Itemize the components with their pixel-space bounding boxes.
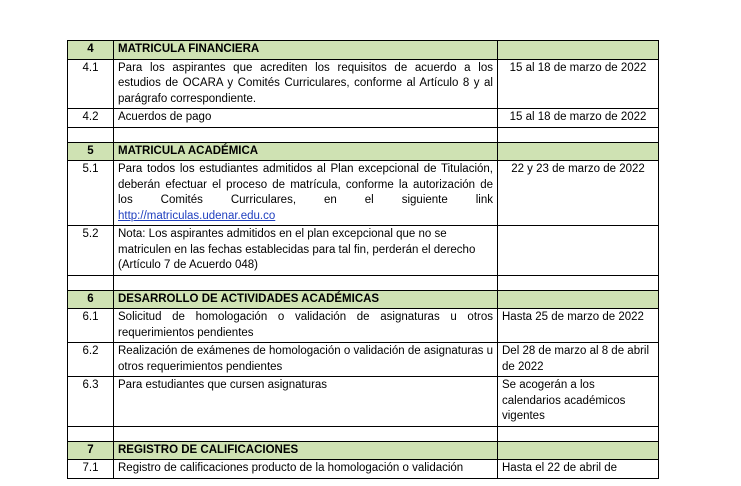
row-description: Para los aspirantes que acrediten los requisitos de acuerdo a los estudios de OCARA y Comités Curriculares, conforme al Artículo 8 y al parágrafo correspondiente.: [114, 59, 498, 109]
section-number: 7: [68, 441, 114, 460]
section-number: 4: [68, 41, 114, 60]
table-row: [68, 226, 659, 276]
row-date: 15 al 18 de marzo de 2022: [498, 59, 659, 109]
section-header-5: [68, 142, 659, 161]
section-number: 6: [68, 290, 114, 309]
row-description: Para estudiantes que cursen asignaturas: [114, 377, 498, 427]
table-row: [68, 161, 659, 226]
section-number: 5: [68, 142, 114, 161]
row-date: Se acogerán a los calendarios académicos vigentes: [498, 377, 659, 427]
row-date: Del 28 de marzo al 8 de abril de 2022: [498, 343, 659, 377]
row-number: 4.1: [68, 59, 114, 109]
row-date: 22 y 23 de marzo de 2022: [498, 161, 659, 226]
matriculas-link[interactable]: http://matriculas.udenar.edu.co: [118, 209, 276, 222]
row-number: 6.1: [68, 309, 114, 343]
row-description: Realización de exámenes de homologación o validación de asignaturas u otros requerimientos pendientes: [114, 343, 498, 377]
row-date: 15 al 18 de marzo de 2022: [498, 109, 659, 128]
table-row: [68, 309, 659, 343]
row-number: 5.1: [68, 161, 114, 226]
spacer-row: [68, 426, 659, 441]
spacer-row: [68, 127, 659, 142]
section-title: MATRICULA FINANCIERA: [114, 41, 498, 60]
row-date: Hasta el 22 de abril de: [498, 460, 659, 479]
spacer-row: [68, 275, 659, 290]
table-row: [68, 343, 659, 377]
table-row: [68, 59, 659, 109]
row-date: [498, 226, 659, 276]
schedule-table: [67, 40, 659, 479]
row-description: Acuerdos de pago: [114, 109, 498, 128]
section-header-4: [68, 41, 659, 60]
row-description: Nota: Los aspirantes admitidos en el plan excepcional que no se matriculen en las fechas establecidas para tal fin, perderán el derecho (Artículo 7 de Acuerdo 048): [114, 226, 498, 276]
section-header-6: [68, 290, 659, 309]
table-row: [68, 460, 659, 479]
section-title: REGISTRO DE CALIFICACIONES: [114, 441, 498, 460]
row-number: 4.2: [68, 109, 114, 128]
section-title: MATRICULA ACADÉMICA: [114, 142, 498, 161]
table-row: [68, 109, 659, 128]
row-number: 5.2: [68, 226, 114, 276]
row-number: 6.3: [68, 377, 114, 427]
row-number: 6.2: [68, 343, 114, 377]
table-row: [68, 377, 659, 427]
section-title: DESARROLLO DE ACTIVIDADES ACADÉMICAS: [114, 290, 498, 309]
row-description: Solicitud de homologación o validación de asignaturas u otros requerimientos pendientes: [114, 309, 498, 343]
row-description: Registro de calificaciones producto de la homologación o validación: [114, 460, 498, 479]
section-header-7: [68, 441, 659, 460]
row-date: Hasta 25 de marzo de 2022: [498, 309, 659, 343]
row-description-text: Para todos los estudiantes admitidos al Plan excepcional de Titulación, deberán efectuar el proceso de matrícula, conforme la autorización de los Comités Curriculares, en el siguiente link: [118, 163, 493, 206]
row-description: [114, 161, 498, 226]
row-number: 7.1: [68, 460, 114, 479]
